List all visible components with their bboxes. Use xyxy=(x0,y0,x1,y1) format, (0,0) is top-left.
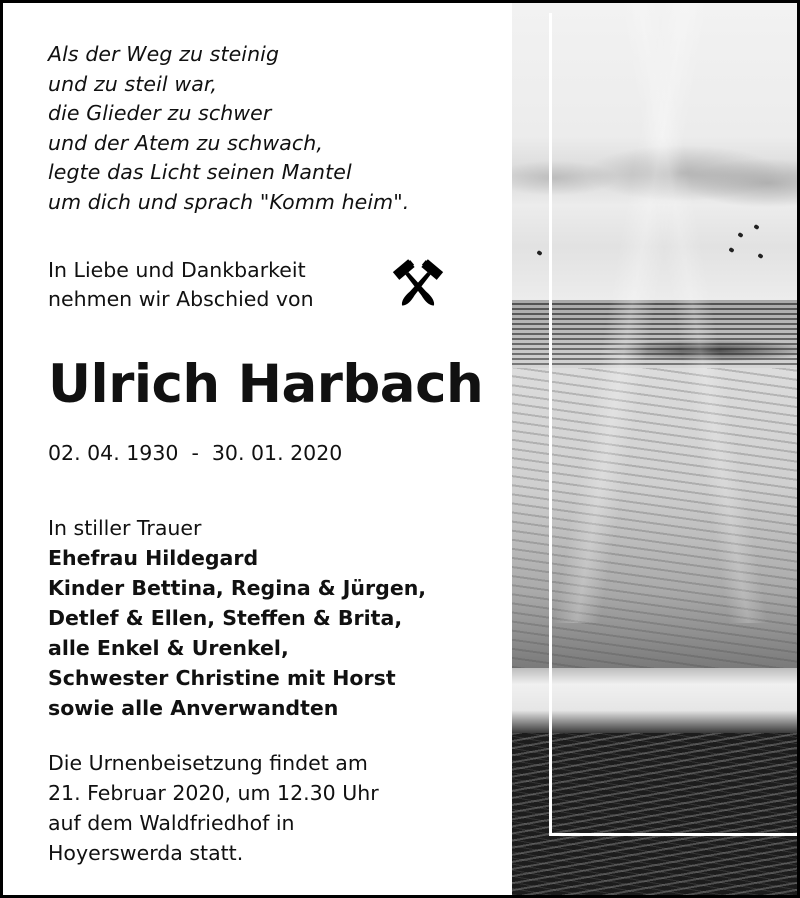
mourners-heading: In stiller Trauer xyxy=(48,516,202,540)
sun-rays xyxy=(512,3,797,623)
poem-line: und zu steil war, xyxy=(48,71,218,96)
deceased-name: Ulrich Harbach xyxy=(48,354,484,415)
mourner-line: alle Enkel & Urenkel, xyxy=(48,636,289,660)
poem-line: legte das Licht seinen Mantel xyxy=(48,160,352,184)
mourner-line: Ehefrau Hildegard xyxy=(48,546,259,570)
mourner-line: sowie alle Anverwandten xyxy=(48,696,339,720)
farewell-intro xyxy=(48,256,314,314)
poem-line: und der Atem zu schwach, xyxy=(48,130,323,155)
burial-line: Die Urnenbeisetzung findet am xyxy=(48,751,368,775)
mourner-line: Schwester Christine mit Horst xyxy=(48,666,396,690)
burial-info xyxy=(48,748,379,868)
frame-line-vertical xyxy=(549,13,552,835)
frame-line-horizontal xyxy=(549,833,797,836)
wet-sand xyxy=(512,733,797,895)
mourners-list xyxy=(48,513,426,723)
surf-foam xyxy=(512,668,797,733)
burial-line: auf dem Waldfriedhof in xyxy=(48,811,295,835)
poem-line: die Glieder zu schwer xyxy=(48,101,272,125)
poem-line: Als der Weg zu steinig xyxy=(48,42,280,66)
burial-line: 21. Februar 2020, um 12.30 Uhr xyxy=(48,781,379,805)
poem xyxy=(48,40,409,217)
intro-line: In Liebe und Dankbarkeit xyxy=(48,258,306,282)
mourner-line: Kinder Bettina, Regina & Jürgen, xyxy=(48,576,427,600)
seascape-photo xyxy=(512,3,797,895)
intro-line: nehmen wir Abschied von xyxy=(48,287,314,311)
crossed-hammers-icon xyxy=(389,255,447,315)
burial-line: Hoyerswerda statt. xyxy=(48,841,244,865)
poem-line: um dich und sprach "Komm heim". xyxy=(48,189,410,214)
life-dates: 02. 04. 1930 - 30. 01. 2020 xyxy=(48,441,343,465)
mourner-line: Detlef & Ellen, Steffen & Brita, xyxy=(48,606,403,630)
text-column xyxy=(3,3,512,895)
